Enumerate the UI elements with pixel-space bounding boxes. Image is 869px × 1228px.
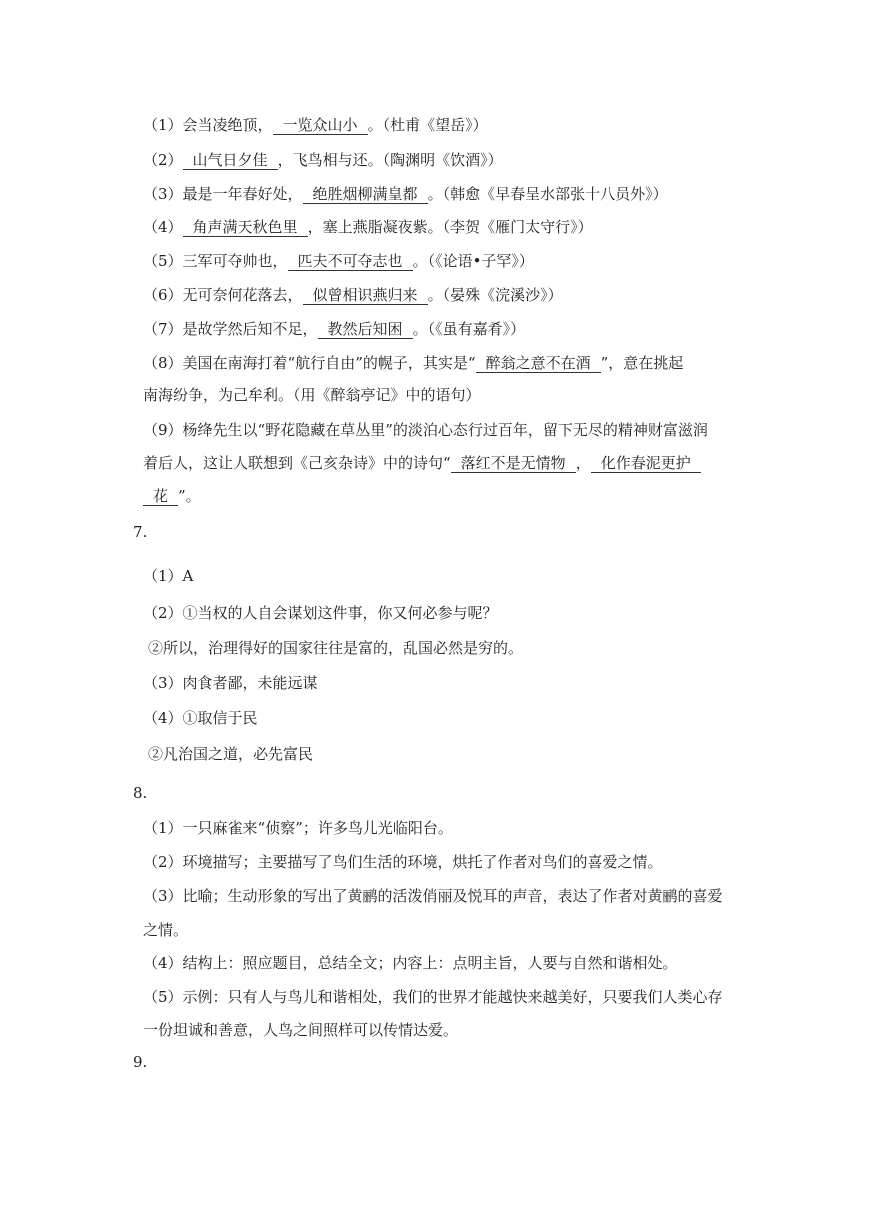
q6-line-8-cont: 南海纷争，为己牟利。（用《醉翁亭记》中的语句） xyxy=(143,386,481,404)
text: （6）无可奈何花落去， xyxy=(143,286,303,304)
answer-blank: 匹夫不可夺志也 xyxy=(288,252,413,271)
answer-blank: 教然后知困 xyxy=(318,320,413,339)
q6-line-8 xyxy=(143,353,683,373)
text: ”，意在挑起 xyxy=(600,354,684,372)
answer-blank: 似曾相识燕归来 xyxy=(303,286,428,305)
answer-blank: 绝胜烟柳满皇都 xyxy=(303,185,428,204)
q6-line-9-cont xyxy=(143,453,701,473)
q8-answer-3: （3）比喻；生动形象的写出了黄鹂的活泼俏丽及悦耳的声音，表达了作者对黄鹂的喜爱 xyxy=(143,887,723,905)
q7-answer-1: （1）A xyxy=(143,567,194,585)
text: 。（晏殊《浣溪沙》） xyxy=(427,286,563,304)
answer-blank: 花 xyxy=(143,487,178,506)
q6-line-7 xyxy=(143,319,525,339)
q6-line-1 xyxy=(143,115,488,135)
text: ， xyxy=(575,454,591,472)
text: ，飞鸟相与还。（陶渊明《饮酒》） xyxy=(277,151,503,169)
text: （2） xyxy=(143,151,183,169)
text: （4） xyxy=(143,218,183,236)
text: （3）最是一年春好处， xyxy=(143,185,303,203)
text: （8）美国在南海打着“航行自由”的幌子，其实是“ xyxy=(143,354,476,372)
text: （1）会当凌绝顶， xyxy=(143,116,273,134)
q7-answer-4: （4）①取信于民 xyxy=(143,709,258,727)
q8-answer-2: （2）环境描写；主要描写了鸟们生活的环境，烘托了作者对鸟们的喜爱之情。 xyxy=(143,853,663,871)
text: ，塞上燕脂凝夜紫。（李贺《雁门太守行》） xyxy=(307,218,593,236)
text: 。（《论语•子罕》） xyxy=(412,252,534,270)
q6-line-9: （9）杨绛先生以“野花隐藏在草丛里”的淡泊心态行过百年，留下无尽的精神财富滋润 xyxy=(143,421,708,439)
q6-line-5 xyxy=(143,251,534,271)
answer-blank: 一览众山小 xyxy=(273,116,368,135)
answer-blank: 山气日夕佳 xyxy=(183,151,278,170)
q8-answer-5b: 一份坦诚和善意，人鸟之间照样可以传情达爱。 xyxy=(143,1021,459,1039)
question-number-7: 7. xyxy=(133,523,148,541)
q8-answer-4: （4）结构上：照应题目，总结全文；内容上：点明主旨，人要与自然和谐相处。 xyxy=(143,954,678,972)
text: 。（杜甫《望岳》） xyxy=(367,116,488,134)
q6-line-9-end xyxy=(143,486,201,506)
text: ”。 xyxy=(178,487,201,505)
q8-answer-5: （5）示例：只有人与鸟儿和谐相处，我们的世界才能越快来越美好，只要我们人类心存 xyxy=(143,988,723,1006)
q7-answer-4b: ②凡治国之道，必先富民 xyxy=(148,745,314,763)
q6-line-2 xyxy=(143,150,503,170)
answer-blank: 角声满天秋色里 xyxy=(183,218,308,237)
answer-blank: 落红不是无情物 xyxy=(451,454,576,473)
question-number-9: 9. xyxy=(133,1053,148,1071)
q8-answer-1: （1）一只麻雀来“侦察”；许多鸟儿光临阳台。 xyxy=(143,819,453,837)
q6-line-6 xyxy=(143,285,563,305)
text: （7）是故学然后知不足， xyxy=(143,320,318,338)
q8-answer-3b: 之情。 xyxy=(143,921,189,939)
text: 着后人，这让人联想到《己亥杂诗》中的诗句“ xyxy=(143,454,451,472)
q6-line-4 xyxy=(143,217,593,237)
q7-answer-2: （2）①当权的人自会谋划这件事，你又何必参与呢？ xyxy=(143,604,498,622)
q7-answer-2b: ②所以，治理得好的国家往往是富的，乱国必然是穷的。 xyxy=(148,639,524,657)
q7-answer-3: （3）肉食者鄙，未能远谋 xyxy=(143,674,318,692)
text: （5）三军可夺帅也， xyxy=(143,252,288,270)
q6-line-3 xyxy=(143,184,668,204)
question-number-8: 8. xyxy=(133,784,148,802)
text: 。（韩愈《早春呈水部张十八员外》） xyxy=(427,185,668,203)
answer-blank: 化作春泥更护 xyxy=(591,454,701,473)
text: 。（《虽有嘉肴》） xyxy=(412,320,526,338)
answer-blank: 醉翁之意不在酒 xyxy=(476,354,601,373)
